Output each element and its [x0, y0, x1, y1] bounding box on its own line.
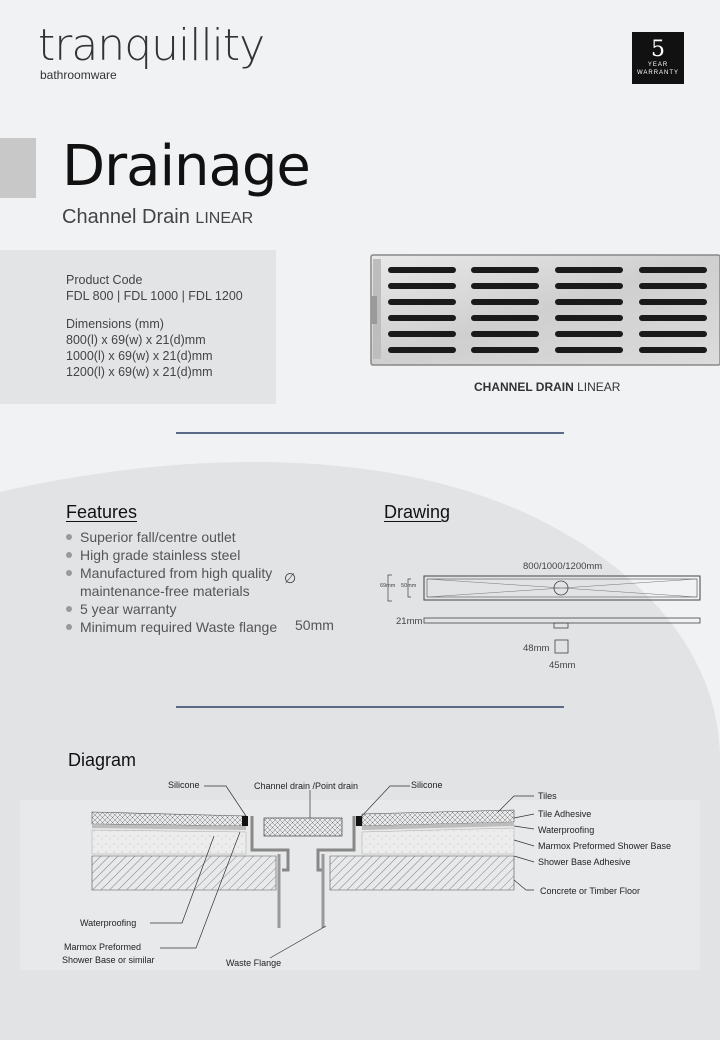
photo-caption	[474, 380, 620, 394]
dimension-800: 800(l) x 69(w) x 21(d)mm	[66, 333, 206, 347]
drawing-outlet-width-label: 45mm	[549, 660, 576, 671]
grate-slot	[639, 331, 707, 337]
label-silicone-left: Silicone	[168, 780, 200, 790]
grate-slot	[471, 315, 539, 321]
feature-item: 5 year warranty	[66, 600, 277, 618]
warranty-year: YEAR	[647, 62, 669, 68]
diameter-symbol: ∅	[284, 570, 297, 586]
grate-slot	[555, 315, 623, 321]
label-shower-base-adhesive: Shower Base Adhesive	[538, 857, 631, 867]
feature-item: Superior fall/centre outlet	[66, 528, 277, 546]
grate-slot	[555, 267, 623, 273]
grate-slot	[471, 331, 539, 337]
grate-slot	[388, 267, 456, 273]
grate-slot	[471, 299, 539, 305]
flange-value: 50mm	[295, 617, 334, 633]
grate-slot	[555, 347, 623, 353]
brand-subtitle: bathroomware	[40, 68, 117, 82]
label-marmox-left-2: Shower Base or similar	[62, 955, 155, 965]
page-subtitle	[62, 206, 253, 229]
label-silicone-right: Silicone	[411, 780, 443, 790]
label-tile-adhesive: Tile Adhesive	[538, 809, 592, 819]
label-waterproofing-left: Waterproofing	[80, 918, 137, 928]
drawing-width-label: 69mm	[380, 583, 396, 589]
product-codes: FDL 800 | FDL 1000 | FDL 1200	[66, 289, 243, 303]
drawing-outlet-height-label: 48mm	[523, 643, 550, 654]
feature-item: High grade stainless steel	[66, 546, 277, 564]
page-title: Drainage	[62, 134, 310, 199]
grate-slot	[388, 315, 456, 321]
dimension-1200: 1200(l) x 69(w) x 21(d)mm	[66, 365, 213, 379]
brand-logo: tranquillity	[38, 20, 265, 71]
label-channel-drain: Channel drain /Point drain	[254, 781, 359, 791]
grate-slot	[639, 315, 707, 321]
drawing-length-label: 800/1000/1200mm	[523, 561, 603, 572]
grate-slot	[639, 347, 707, 353]
divider-top	[176, 432, 564, 434]
grate-slot	[639, 267, 707, 273]
subtitle-small: LINEAR	[195, 210, 254, 227]
diagram-heading: Diagram	[68, 750, 137, 770]
feature-item: Manufactured from high quality	[66, 564, 277, 582]
grate-slot	[388, 347, 456, 353]
product-code-label: Product Code	[66, 273, 143, 287]
label-waterproofing-right: Waterproofing	[538, 825, 595, 835]
grate-slot	[388, 283, 456, 289]
grate-slot	[639, 283, 707, 289]
grate-slot	[555, 299, 623, 305]
label-floor: Concrete or Timber Floor	[540, 886, 641, 896]
grate-slot	[555, 283, 623, 289]
warranty-badge	[632, 32, 684, 84]
feature-item-continued: maintenance-free materials	[80, 583, 250, 599]
drawing-heading: Drawing	[384, 502, 451, 522]
photo-caption-light: LINEAR	[577, 380, 621, 394]
label-tiles: Tiles	[538, 791, 557, 801]
features-heading: Features	[66, 502, 138, 522]
features-list	[66, 528, 277, 636]
grate-slot	[639, 299, 707, 305]
label-marmox-right: Marmox Preformed Shower Base	[538, 841, 672, 851]
label-marmox-left-1: Marmox Preformed	[64, 942, 142, 952]
grate-slot	[471, 283, 539, 289]
grate-slot	[471, 347, 539, 353]
dimension-1000: 1000(l) x 69(w) x 21(d)mm	[66, 349, 213, 363]
channel-drain-photo	[370, 254, 720, 366]
drawing-inner-width-label: 50mm	[401, 583, 417, 589]
drawing-depth-label: 21mm	[396, 616, 423, 627]
subtitle-main: Channel Drain	[62, 206, 190, 228]
divider-bottom	[176, 706, 564, 708]
title-accent	[0, 138, 36, 198]
grate-slot	[388, 331, 456, 337]
warranty-text: WARRANTY	[636, 70, 680, 76]
photo-caption-bold: CHANNEL DRAIN	[474, 380, 574, 394]
feature-item: Minimum required Waste flange	[66, 618, 277, 636]
grate-slot	[471, 267, 539, 273]
grate-slot	[388, 299, 456, 305]
dimensions-label: Dimensions (mm)	[66, 317, 164, 331]
grate-slot	[555, 331, 623, 337]
warranty-number: 5	[651, 37, 665, 62]
label-waste-flange: Waste Flange	[226, 958, 282, 968]
